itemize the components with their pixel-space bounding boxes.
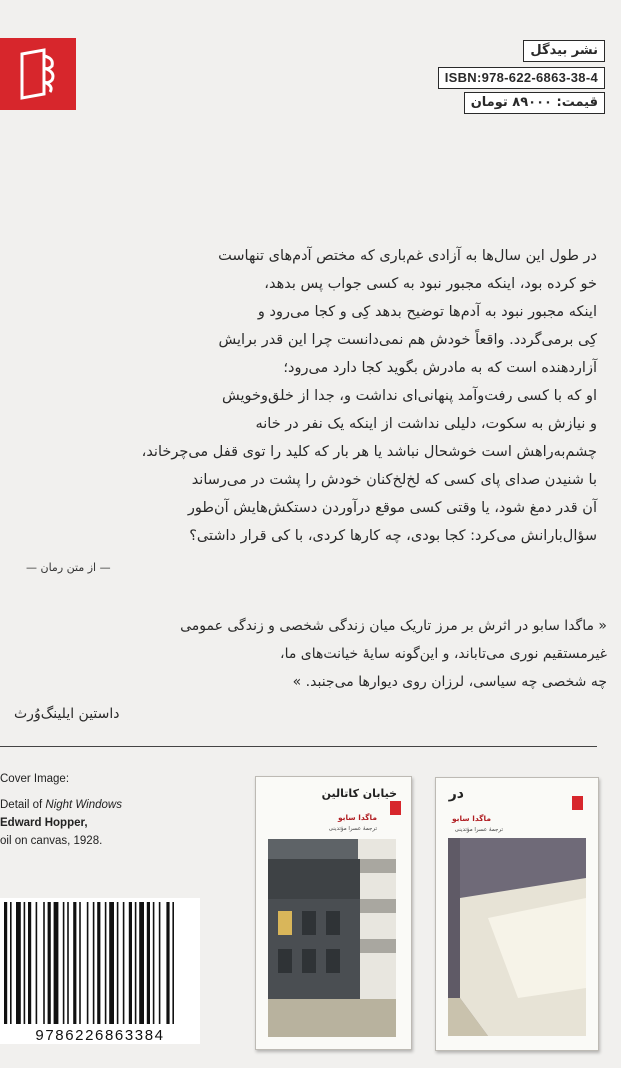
- credit-detail-prefix: Detail of: [0, 799, 46, 811]
- publisher-tag: نشر بیدگل: [523, 40, 605, 62]
- quote-author: داستین ایلینگ‌وُرث: [14, 706, 120, 722]
- book-thumbnail-katalin-street: [255, 776, 412, 1050]
- isbn-tag: ISBN:978-622-6863-38-4: [438, 67, 605, 89]
- credit-detail: [0, 796, 190, 814]
- barcode-number: 9786226863384: [0, 1027, 200, 1044]
- excerpt-line: چشم‌به‌راهش است خوشحال نباشد یا هر بار که کلید را توی قفل می‌چرخاند،: [141, 444, 597, 460]
- excerpt-line: آن قدر دمغ شود، یا وقتی کسی موقع درآوردن دستکش‌هایش آن‌طور: [187, 500, 597, 516]
- excerpt-line: آزاردهنده است که به مادرش بگوید کجا دارد می‌رود؛: [283, 360, 597, 376]
- excerpt-line: اینکه مجبور نبود به آدم‌ها توضیح بدهد کِی و کجا می‌رود و: [257, 304, 597, 320]
- excerpt-source: — از متن رمان —: [26, 561, 111, 574]
- cover-art-street: [268, 839, 396, 1037]
- excerpt-line: کِی برمی‌گردد. واقعاً خودش هم نمی‌دانست چرا این قدر برایش: [218, 332, 597, 348]
- book-translator: ترجمهٔ عسرا مؤتدینی: [454, 827, 503, 833]
- excerpt-line: خو کرده بود، اینکه مجبور نبود به کسی جواب پس بدهد،: [264, 276, 597, 292]
- barcode-icon: [0, 898, 200, 1028]
- book-title: در: [448, 786, 464, 802]
- book-author: ماگدا سابو: [337, 813, 377, 822]
- quote-line: چه شخصی چه سیاسی، لرزان روی دیوارها می‌جنبد. »: [292, 674, 607, 690]
- book-thumbnail-the-door: [435, 777, 599, 1051]
- credit-artist: Edward Hopper,: [0, 817, 88, 829]
- cover-credit: [0, 770, 190, 850]
- credit-medium: oil on canvas, 1928.: [0, 835, 103, 847]
- quote-line: غیرمستقیم نوری می‌تاباند، و این‌گونه سایهٔ خیانت‌های ما،: [280, 646, 607, 662]
- credit-heading: Cover Image:: [0, 773, 70, 785]
- excerpt-line: او که با کسی رفت‌وآمد پنهانی‌ای نداشت و، جدا از خلق‌وخویش: [222, 388, 597, 404]
- cover-art-sunlit-room: [448, 838, 586, 1036]
- book-translator: ترجمهٔ عسرا مؤتدینی: [328, 826, 377, 832]
- price-tag: قیمت: ۸۹۰۰۰ تومان: [464, 92, 605, 114]
- book-author: ماگدا سابو: [451, 814, 491, 823]
- divider: [0, 746, 597, 747]
- quote-line: « ماگدا سابو در اثرش بر مرز تاریک میان زندگی شخصی و زندگی عمومی: [180, 618, 607, 634]
- publisher-logo: [0, 38, 76, 110]
- excerpt-line: و نیازش به سکوت، دلیلی نداشت از اینکه یک نفر در خانه: [255, 416, 597, 432]
- excerpt-text: [37, 242, 597, 550]
- mini-publisher-logo: [390, 801, 401, 815]
- excerpt-line: با شنیدن صدای پای کسی که لخ‌لخ‌کنان خودش را پشت در می‌رساند: [191, 472, 597, 488]
- book-title: خیابان کاتالین: [321, 787, 397, 800]
- barcode: [0, 898, 200, 1028]
- credit-artwork: Night Windows: [45, 799, 122, 811]
- excerpt-line: در طول این سال‌ها به آزادی غم‌باری که مختص آدم‌های تنهاست: [218, 248, 597, 264]
- excerpt-line: سؤال‌بارانش می‌کرد: کجا بودی، چه کارها کردی، با کی قرار داشتی؟: [189, 528, 597, 544]
- review-quote: [7, 612, 607, 696]
- mini-publisher-logo: [572, 796, 583, 810]
- bidgol-logo-icon: [18, 48, 58, 100]
